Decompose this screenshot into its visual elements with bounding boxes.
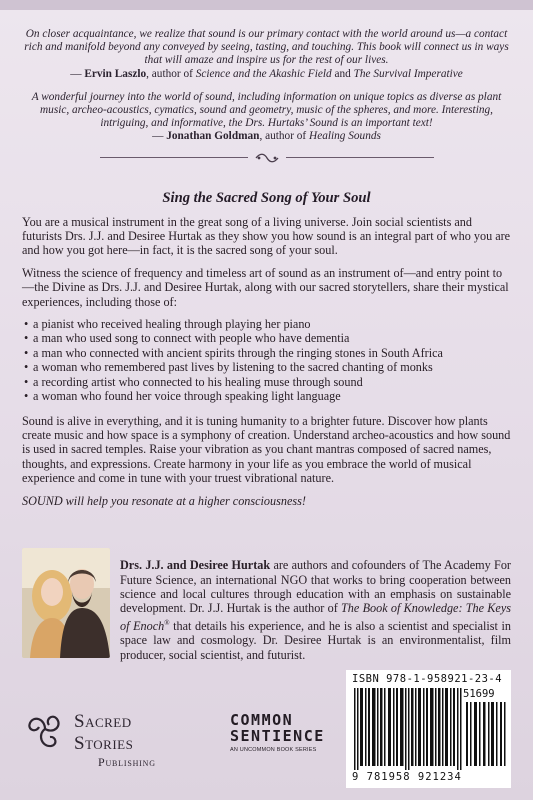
bio-text: that details his experience, and he is also a scientist and specialist in space law and cosmology. Dr. Desiree Hurtak is an environmentalist, film producer, social scientist, and futurist. [120, 618, 511, 662]
barcode-panel [346, 670, 511, 788]
divider-line-right [286, 157, 434, 158]
price-code-text: 51699 [463, 688, 495, 700]
bio-book-title: The Book of Knowledge: The Keys of Enoch [120, 601, 511, 633]
tagline: SOUND will help you resonate at a higher consciousness! [22, 493, 306, 508]
isbn-text: ISBN 978-1-958921-23-4 [352, 673, 503, 685]
endorser-name: Ervin Laszlo [84, 67, 147, 80]
and-text: and [331, 67, 354, 80]
endorsement-laszlo-attribution [70, 68, 463, 80]
bullet-icon: • [24, 389, 29, 404]
endorsement-goldman [22, 91, 511, 144]
list-item-text: a woman who remembered past lives by listening to the sacred chanting of monks [33, 360, 433, 375]
bullet-icon: • [24, 317, 29, 332]
author-photo [22, 548, 110, 658]
publisher-logo [22, 703, 192, 769]
dash: — [70, 67, 85, 80]
list-item-text: a recording artist who connected to his healing muse through sound [33, 374, 363, 389]
list-item-text: a pianist who received healing through playing her piano [33, 317, 311, 332]
author-names: Drs. J.J. and Desiree Hurtak [120, 558, 271, 573]
flourish-icon [254, 153, 280, 163]
publisher-name-line2: Publishing [98, 755, 156, 769]
list-item [24, 375, 511, 389]
endorser-book: The Survival Imperative [353, 67, 463, 80]
bullet-icon: • [24, 360, 29, 375]
bullet-icon: • [24, 345, 29, 360]
list-item-text: a man who used song to connect with people who have dementia [33, 331, 350, 346]
list-item [24, 346, 511, 360]
list-item-text: a woman who found her voice through speaking light language [33, 389, 341, 404]
barcode-number: 9 781958 921234 [352, 771, 462, 783]
endorsement-goldman-text: A wonderful journey into the world of sound, including information on unique topics as diverse as plant music, archeo-acoustics, cymatics, sound and geometry, music of the spheres, and more. Interesting, intriguing, and informative, the Drs. Hurtaks’ Sound is an important text! [31, 90, 502, 130]
publisher-name-line1: Sacred Stories [74, 711, 134, 754]
divider-line-left [100, 157, 248, 158]
endorser-book: Healing Sounds [309, 130, 381, 143]
top-border [0, 0, 533, 10]
description-paragraph-3: Sound is alive in everything, and it is tuning humanity to a brighter future. Discover how plants create music and how space is a symphony of creation. Understand archeo-acoustics and how sound is used in sacred temples. Raise your vibration as you chant mantras composed of sacred names, thoughts, and expressions. Create harmony in your life as you embrace the world of musical experience and come in tune with your truest vibrational nature. [22, 413, 511, 486]
bio-text: are authors and cofounders of The Academy For Future Science, an international NGO that works to bring cooperation between science and local cultures through education with an emphasis on sustainable development. Dr. J.J. Hurtak is the author of [120, 558, 511, 616]
author-of-text: , author of [259, 130, 310, 143]
endorsement-laszlo [22, 28, 511, 81]
series-logo [230, 712, 330, 753]
dash: — [152, 130, 167, 143]
story-list [22, 317, 511, 403]
isbn-barcode-icon [354, 688, 462, 770]
description-paragraph-2: Witness the science of frequency and timeless art of sound as an instrument of—and entry point to—the Divine as Drs. J.J. and Desiree Hurtak, along with our sacred storytellers, share their mystical experiences, including those of: [22, 265, 509, 309]
endorser-book: Science and the Akashic Field [195, 67, 332, 80]
registered-mark: ® [164, 618, 170, 627]
list-item [24, 360, 511, 374]
price-barcode-icon [466, 702, 506, 766]
publisher-name [74, 711, 192, 769]
back-cover-content [22, 28, 511, 517]
bullet-icon: • [24, 331, 29, 346]
endorser-name: Jonathan Goldman [166, 130, 260, 143]
authors-portrait-image [22, 548, 110, 658]
list-item [24, 389, 511, 403]
author-bio [120, 558, 511, 662]
endorsement-laszlo-text: On closer acquaintance, we realize that sound is our primary contact with the world around us—a contact rich and manifold beyond any conveyed by seeing, tasting, and touching. This book will connect us in ways that will amaze and inspire us for the rest of our lives. [24, 28, 509, 67]
endorsement-goldman-attribution [152, 130, 381, 142]
bullet-icon: • [24, 374, 29, 389]
triskelion-icon [22, 703, 68, 755]
author-bio-section [22, 546, 511, 666]
list-item [24, 317, 511, 331]
divider-ornament [22, 152, 511, 164]
series-name-line1: COMMON [230, 711, 294, 729]
description-paragraph-1: You are a musical instrument in the great song of a living universe. Join social scientists and futurists Drs. J.J. and Desiree Hurtak as they show you how sound is an integral part of who you are and how you got here—in fact, it is the sacred song of your soul. [22, 214, 511, 258]
list-item-text: a man who connected with ancient spirits through the ringing stones in South Africa [33, 345, 443, 360]
list-item [24, 331, 511, 345]
series-subtitle: AN UNCOMMON BOOK SERIES [230, 747, 317, 753]
headline: Sing the Sacred Song of Your Soul [162, 189, 371, 206]
series-name-line2: SENTIENCE [230, 727, 325, 745]
author-of-text: , author of [146, 67, 196, 80]
